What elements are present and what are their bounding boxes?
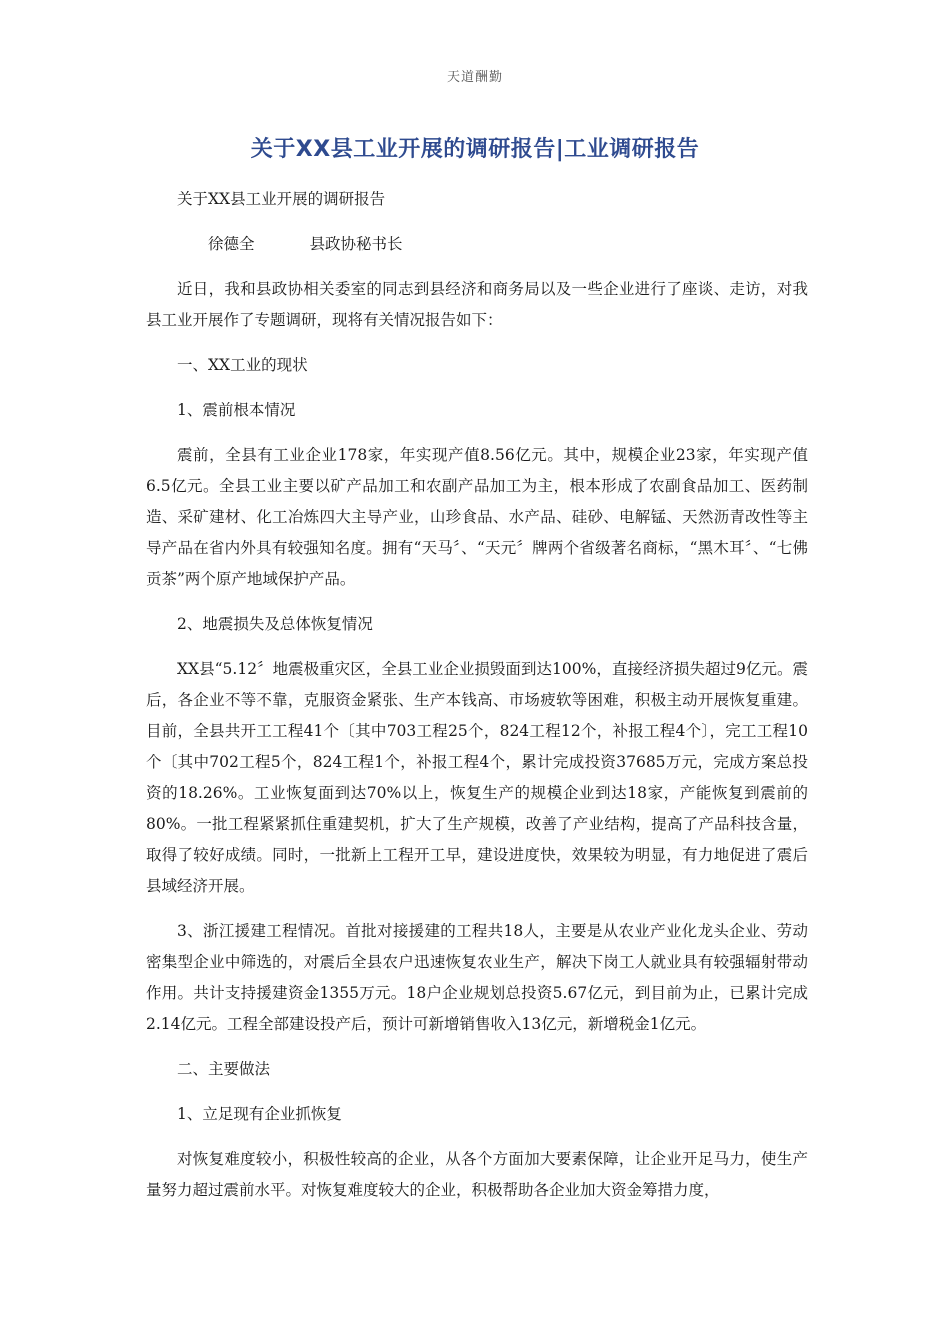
document-body — [146, 184, 808, 1220]
subsection-heading-1-1: 1、震前根本情况 — [177, 401, 296, 419]
subsection-heading-2-1: 1、立足现有企业抓恢复 — [177, 1105, 342, 1123]
section-heading-2: 二、主要做法 — [177, 1060, 271, 1078]
paragraph-zhejiang-aid: 3、浙江援建工程情况。首批对接援建的工程共18人，主要是从农业产业化龙头企业、劳动密集型企业中筛选的，对震后全县农户迅速恢复农业生产，解决下岗工人就业具有较强辐射带动作用。共计支持援建资金1355万元。18户企业规划总投资5.67亿元，到目前为止，已累计完成2.14亿元。工程全部建设投产后，预计可新增销售收入13亿元，新增税金1亿元。 — [146, 922, 808, 1033]
document-subtitle: 关于XX县工业开展的调研报告 — [177, 190, 386, 208]
paragraph-quake-losses: XX县“5.12〞地震极重灾区，全县工业企业损毁面到达100%，直接经济损失超过9亿元。震后，各企业不等不靠，克服资金紧张、生产本钱高、市场疲软等困难，积极主动开展恢复重建。目前，全县共开工工程41个〔其中703工程25个，824工程12个，补报工程4个〕，完工工程10个〔其中702工程5个，824工程1个，补报工程4个，累计完成投资37685万元，完成方案总投资的18.26%。工业恢复面到达70%以上，恢复生产的规模企业到达18家，产能恢复到震前的80%。一批工程紧紧抓住重建契机，扩大了生产规模，改善了产业结构，提高了产品科技含量，取得了较好成绩。同时，一批新上工程开工早，建设进度快，效果较为明显，有力地促进了震后县域经济开展。 — [146, 660, 808, 895]
page-header: 天道酬勤 — [446, 70, 503, 85]
document-title: 关于XX县工业开展的调研报告|工业调研报告 — [250, 137, 700, 162]
paragraph-intro: 近日，我和县政协相关委室的同志到县经济和商务局以及一些企业进行了座谈、走访，对我县工业开展作了专题调研，现将有关情况报告如下： — [146, 280, 808, 329]
author-name: 徐德全 — [208, 235, 255, 253]
author-position: 县政协秘书长 — [309, 235, 403, 253]
author-line — [146, 229, 808, 260]
paragraph-pre-quake: 震前，全县有工业企业178家，年实现产值8.56亿元。其中，规模企业23家，年实现产值6.5亿元。全县工业主要以矿产品加工和农副产品加工为主，根本形成了农副食品加工、医药制造、采矿建材、化工冶炼四大主导产业，山珍食品、水产品、硅砂、电解锰、天然沥青改性等主导产品在省内外具有较强知名度。拥有“天马〞、“天元〞牌两个省级著名商标，“黑木耳〞、“七佛贡茶”两个原产地域保护产品。 — [146, 446, 808, 588]
subsection-heading-1-2: 2、地震损失及总体恢复情况 — [177, 615, 373, 633]
paragraph-recovery: 对恢复难度较小，积极性较高的企业，从各个方面加大要素保障，让企业开足马力，使生产量努力超过震前水平。对恢复难度较大的企业，积极帮助各企业加大资金筹措力度， — [146, 1150, 808, 1199]
section-heading-1: 一、XX工业的现状 — [177, 356, 308, 374]
